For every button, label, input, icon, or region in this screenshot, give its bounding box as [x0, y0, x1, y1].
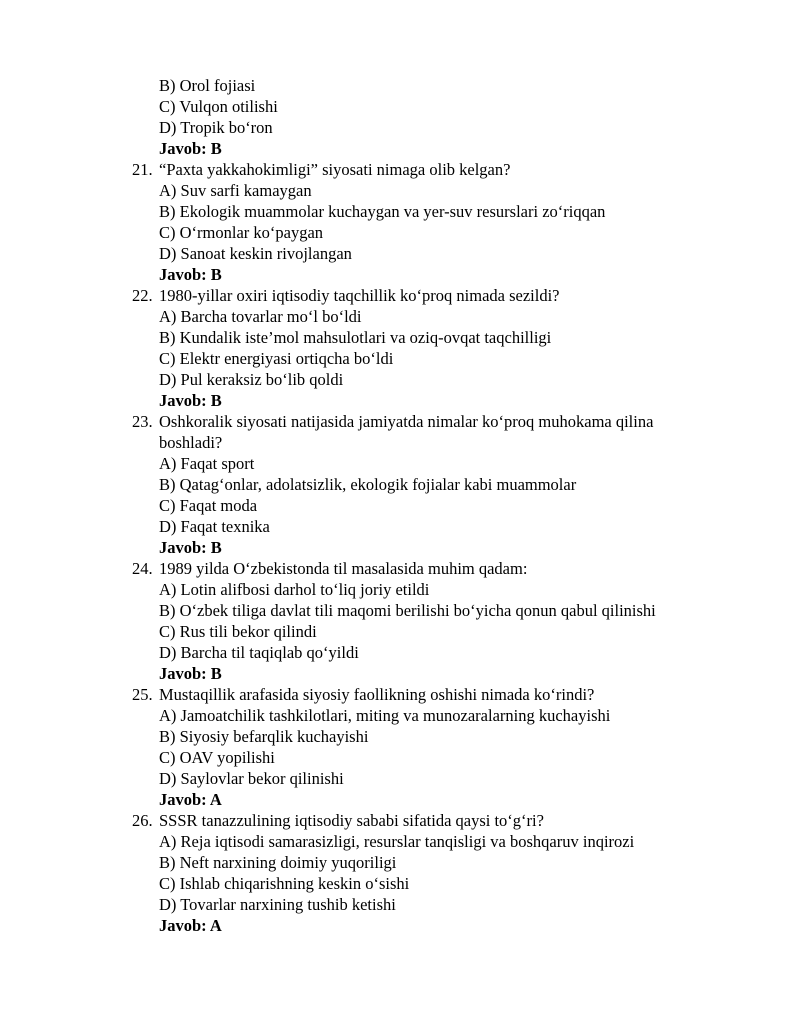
option-line: D) Saylovlar bekor qilinishi	[159, 769, 344, 788]
option-line: C) Elektr energiyasi ortiqcha bo‘ldi	[159, 349, 394, 368]
option-line: B) Ekologik muammolar kuchaygan va yer-suv resurslari zo‘riqqan	[159, 202, 606, 221]
question-text: Mustaqillik arafasida siyosiy faollikning oshishi nimada ko‘rindi?	[159, 685, 595, 704]
option-line: B) Qatag‘onlar, adolatsizlik, ekologik fojialar kabi muammolar	[159, 475, 577, 494]
answer-line: Javob: B	[159, 538, 222, 557]
answer-line: Javob: B	[159, 664, 222, 683]
answer-line: Javob: B	[159, 265, 222, 284]
option-line: A) Jamoatchilik tashkilotlari, miting va munozaralarning kuchayishi	[159, 706, 611, 725]
option-line: C) Rus tili bekor qilindi	[159, 622, 317, 641]
option-line: C) Ishlab chiqarishning keskin o‘sishi	[159, 874, 410, 893]
question-text: SSSR tanazzulining iqtisodiy sababi sifatida qaysi to‘g‘ri?	[159, 811, 544, 830]
question-number: 23.	[132, 412, 153, 431]
option-line: D) Tropik bo‘ron	[159, 118, 273, 137]
option-line: B) Orol fojiasi	[159, 76, 256, 95]
question-number: 24.	[132, 559, 153, 578]
option-line: A) Reja iqtisodi samarasizligi, resurslar tanqisligi va boshqaruv inqirozi	[159, 832, 635, 851]
option-line: B) Neft narxining doimiy yuqoriligi	[159, 853, 397, 872]
option-line: D) Sanoat keskin rivojlangan	[159, 244, 352, 263]
question-number: 22.	[132, 286, 153, 305]
question-text: “Paxta yakkahokimligi” siyosati nimaga olib kelgan?	[159, 160, 511, 179]
option-line: C) O‘rmonlar ko‘paygan	[159, 223, 324, 242]
question-number: 25.	[132, 685, 153, 704]
option-line: B) O‘zbek tiliga davlat tili maqomi berilishi bo‘yicha qonun qabul qilinishi	[159, 601, 656, 620]
question-text-continuation: boshladi?	[159, 433, 223, 452]
option-line: B) Siyosiy befarqlik kuchayishi	[159, 727, 369, 746]
option-line: D) Tovarlar narxining tushib ketishi	[159, 895, 396, 914]
option-line: B) Kundalik iste’mol mahsulotlari va oziq-ovqat taqchilligi	[159, 328, 552, 347]
option-line: D) Faqat texnika	[159, 517, 270, 536]
option-line: D) Pul keraksiz bo‘lib qoldi	[159, 370, 344, 389]
answer-line: Javob: B	[159, 391, 222, 410]
question-number: 21.	[132, 160, 153, 179]
option-line: D) Barcha til taqiqlab qo‘yildi	[159, 643, 359, 662]
question-text: 1989 yilda O‘zbekistonda til masalasida muhim qadam:	[159, 559, 528, 578]
option-line: A) Barcha tovarlar mo‘l bo‘ldi	[159, 307, 362, 326]
question-number: 26.	[132, 811, 153, 830]
question-text: 1980-yillar oxiri iqtisodiy taqchillik ko‘proq nimada sezildi?	[159, 286, 560, 305]
answer-line: Javob: B	[159, 139, 222, 158]
option-line: A) Lotin alifbosi darhol to‘liq joriy etildi	[159, 580, 430, 599]
option-line: A) Faqat sport	[159, 454, 255, 473]
option-line: C) OAV yopilishi	[159, 748, 275, 767]
answer-line: Javob: A	[159, 916, 222, 935]
option-line: C) Vulqon otilishi	[159, 97, 278, 116]
option-line: C) Faqat moda	[159, 496, 258, 515]
answer-line: Javob: A	[159, 790, 222, 809]
question-text: Oshkoralik siyosati natijasida jamiyatda nimalar ko‘proq muhokama qilina	[159, 412, 654, 431]
option-line: A) Suv sarfi kamaygan	[159, 181, 312, 200]
